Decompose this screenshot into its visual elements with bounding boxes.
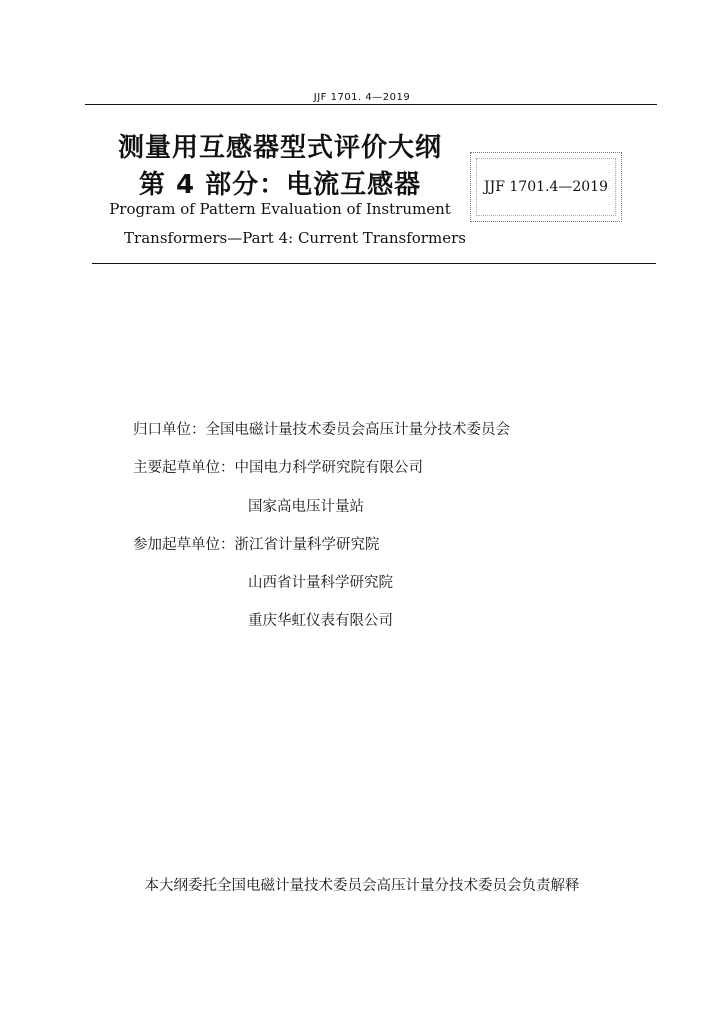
interpretation-note: 本大纲委托全国电磁计量技术委员会高压计量分技术委员会负责解释: [144, 878, 580, 894]
responsible-unit-line: [133, 418, 510, 439]
running-header: JJF 1701. 4—2019: [313, 92, 411, 103]
main-drafting-unit: 国家高电压计量站: [248, 499, 364, 515]
title-chinese-line-2: 第 4 部分：电流互感器: [138, 170, 422, 200]
title-chinese-line-1: 测量用互感器型式评价大纲: [117, 133, 442, 163]
main-drafting-label: 主要起草单位：: [133, 460, 235, 476]
standard-code-box: [470, 152, 622, 222]
title-rule: [92, 263, 656, 264]
participating-drafting-unit: 山西省计量科学研究院: [248, 575, 393, 591]
participating-drafting-unit: 重庆华虹仪表有限公司: [248, 613, 393, 629]
title-english-line-2: Transformers—Part 4: Current Transformers: [124, 229, 466, 247]
header-rule: [85, 104, 657, 105]
responsible-unit-label: 归口单位：: [133, 422, 206, 438]
responsible-unit-value: 全国电磁计量技术委员会高压计量分技术委员会: [205, 422, 510, 438]
participating-drafting-label: 参加起草单位：: [133, 537, 235, 553]
main-drafting-line: [133, 456, 423, 477]
participating-drafting-unit: 浙江省计量科学研究院: [234, 537, 380, 553]
title-english-line-1: Program of Pattern Evaluation of Instrument: [109, 200, 451, 218]
standard-code-box-text: JJF 1701.4—2019: [483, 179, 608, 195]
main-drafting-unit: 中国电力科学研究院有限公司: [234, 460, 423, 476]
participating-drafting-line: [133, 533, 380, 554]
